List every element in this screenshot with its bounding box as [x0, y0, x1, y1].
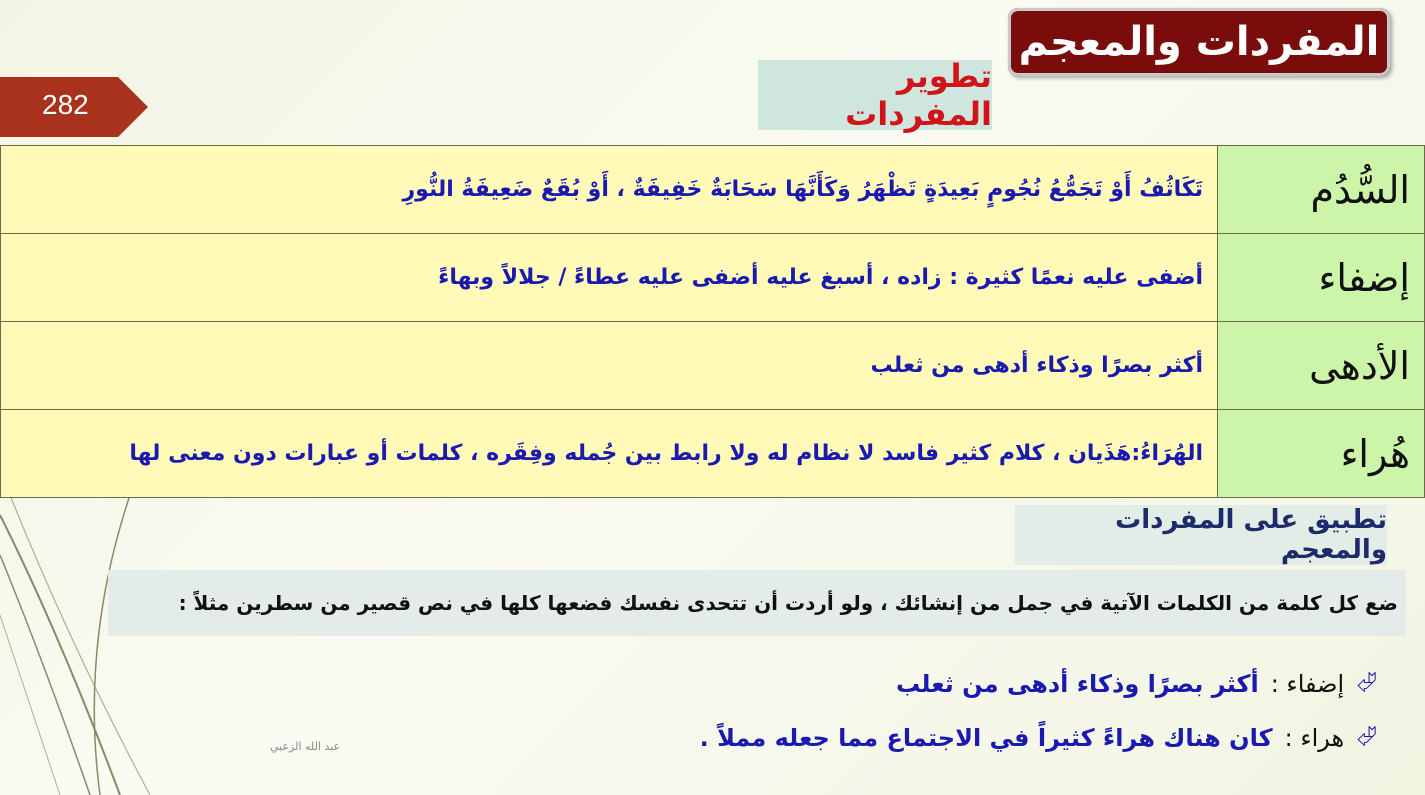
vocab-term: السُّدُم [1218, 146, 1425, 234]
subtitle-banner [758, 57, 992, 133]
example-term: هراء : [1284, 723, 1345, 752]
vocab-definition: تَكَاثُفُ أَوْ تَجَمُّعُ نُجُومٍ بَعِيدَةٍ تَظْهَرُ وَكَأَنَّهَا سَحَابَةٌ خَفِيفَةٌ ، أَوْ بُقَعٌ ضَعِيفَةُ النُّورِ [1, 146, 1218, 234]
application-title-box [1015, 505, 1387, 565]
vocab-term: هُراء [1218, 410, 1425, 498]
author-credit: عبد الله الزعبي [270, 740, 341, 753]
curved-lines-decoration [0, 495, 180, 795]
example-sentence: أكثر بصرًا وذكاء أدهى من ثعلب [896, 669, 1259, 698]
vocab-term: الأدهى [1218, 322, 1425, 410]
page-title: المفردات والمعجم [1018, 19, 1380, 65]
page-number: 282 [42, 89, 89, 120]
vocab-definition: أكثر بصرًا وذكاء أدهى من ثعلب [1, 322, 1218, 410]
page-number-badge [0, 77, 150, 137]
example-item [700, 722, 1377, 753]
vocabulary-table [0, 145, 1425, 498]
vocab-definition: أضفى عليه نعمًا كثيرة : زاده ، أسبغ عليه أضفى عليه عطاءً / جلالاً وبهاءً [1, 234, 1218, 322]
example-sentence: كان هناك هراءً كثيراً في الاجتماع مما جعله مملاً . [699, 723, 1273, 752]
application-title: تطبيق على المفردات والمعجم [1115, 505, 1387, 565]
table-row [1, 234, 1425, 322]
instruction-text: ضع كل كلمة من الكلمات الآتية في جمل من إنشائك ، ولو أردت أن تتحدى نفسك فضعها كلها في نص قصير من سطرين مثلاً : [178, 591, 1398, 615]
example-item [896, 668, 1377, 699]
section-subtitle: تطوير المفردات [845, 57, 992, 133]
main-title-banner [1008, 8, 1390, 76]
arrow-bullet-icon: ⮰ [1356, 722, 1377, 752]
table-row [1, 322, 1425, 410]
example-term: إضفاء : [1270, 669, 1345, 698]
table-row [1, 410, 1425, 498]
table-row [1, 146, 1425, 234]
vocab-term: إضفاء [1218, 234, 1425, 322]
arrow-bullet-icon: ⮰ [1356, 668, 1377, 698]
instruction-box [108, 570, 1406, 636]
vocab-definition: الهُرَاءُ:هَذَيان ، كلام كثير فاسد لا نظام له ولا رابط بين جُمله وفِقَره ، كلمات أو عبارات دون معنى لها [1, 410, 1218, 498]
